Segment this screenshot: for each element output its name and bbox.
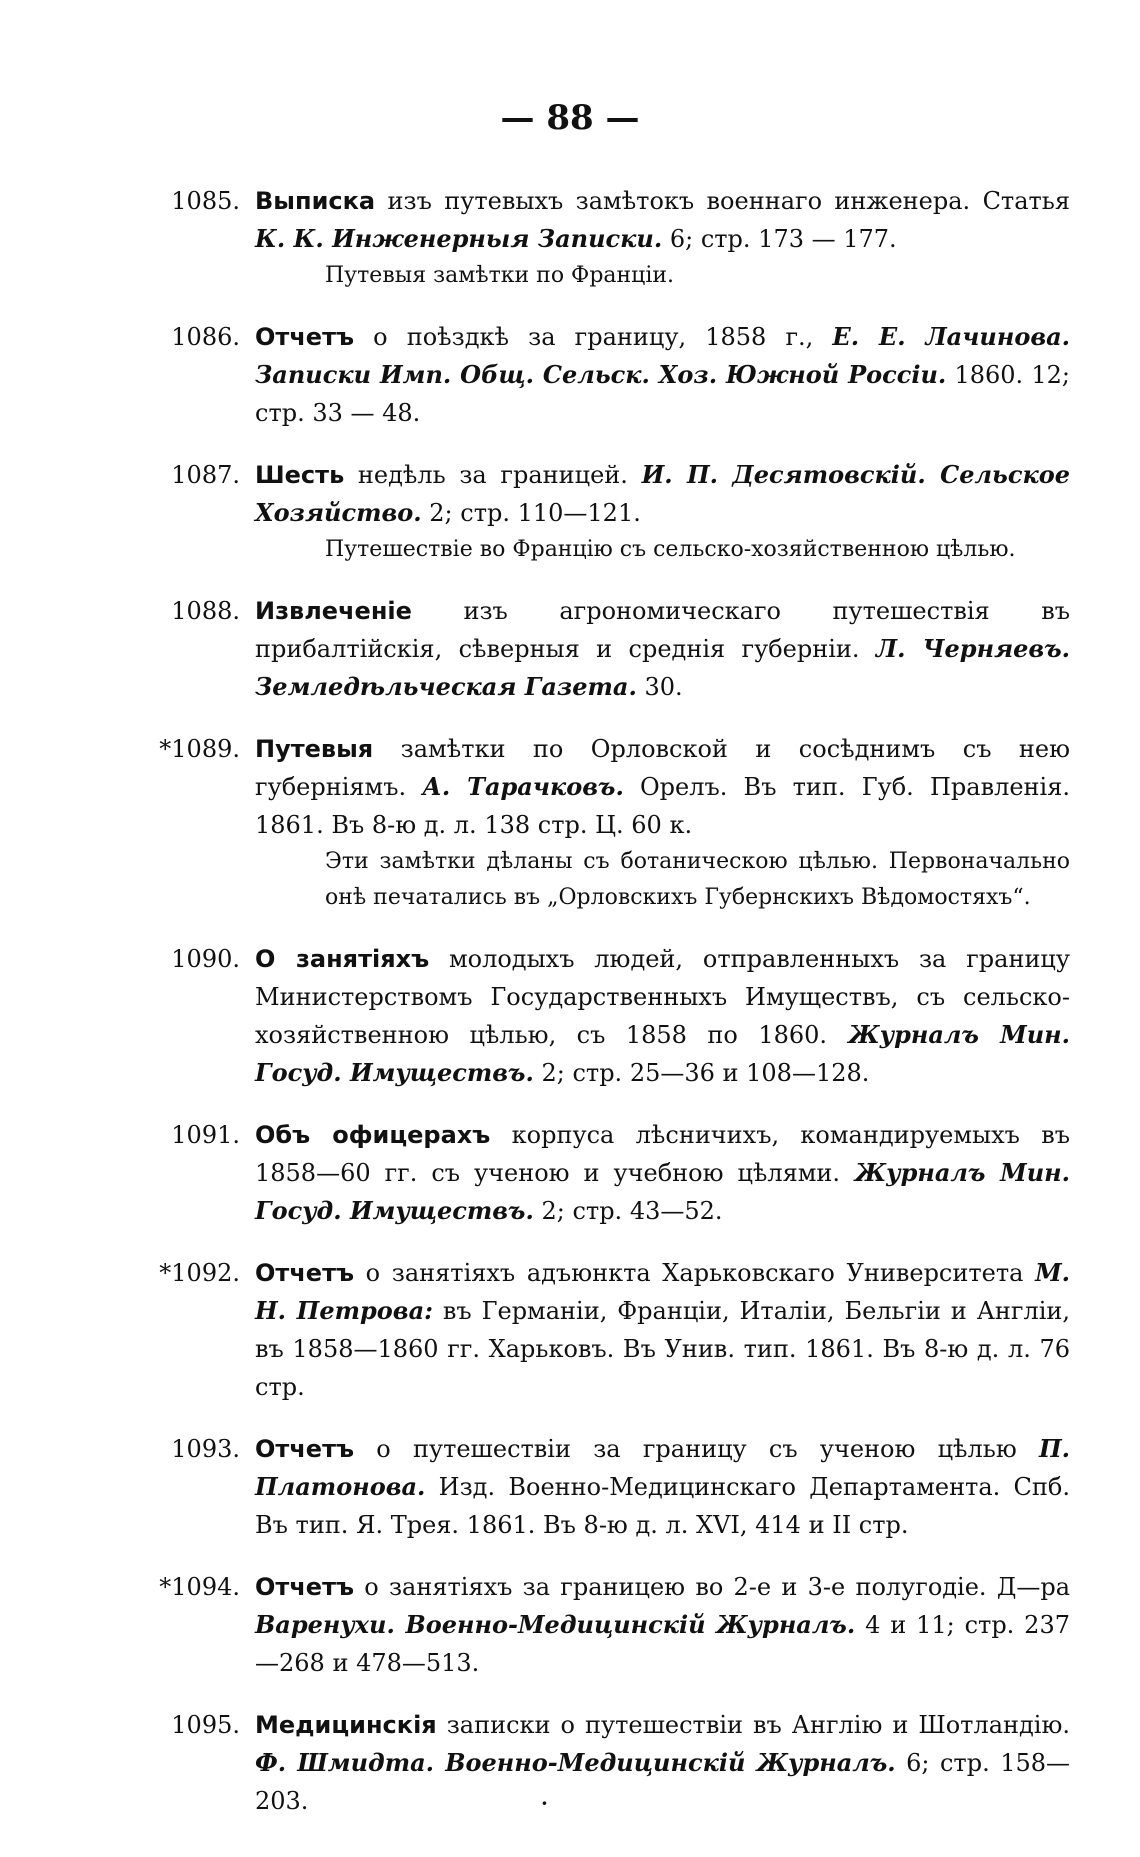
entry-author: К. К. [255,224,324,253]
entry-citation: Орелъ. Въ тип. Губ. Правленія. 1861. Въ 8-ю д. л. 138 стр. Ц. 60 к. [255,773,1070,839]
entry-1085 [155,182,1070,294]
entry-text [255,1430,1070,1544]
entry-citation: 4 и 11; стр. 237—268 и 478—513. [255,1611,1070,1677]
entry-heading: Объ офицерахъ [255,1121,491,1149]
entry-source: Военно-Медицинскій Журналъ. [434,1748,896,1777]
entry-author: И. П. Десятовскій. [641,460,926,489]
entry-number: 1090. [171,945,240,973]
entry-1093 [155,1430,1070,1544]
entry-note: Путешествіе во Францію съ сельско-хозяйственною цѣлью. [325,537,1016,562]
entry-note: Путевыя замѣтки по Франціи. [325,263,675,288]
printer-dot-mark: · [540,1787,549,1820]
entry-text [255,182,1070,258]
entry-number: *1089. [159,735,240,763]
entry-number: 1086. [171,323,240,351]
entry-text [255,456,1070,532]
entry-1088 [155,592,1070,706]
entry-citation: 2; стр. 110—121. [421,499,641,527]
entry-source: Сельское Хозяйство. [255,460,1070,527]
entry-description: записки о путешествіи въ Англію и Шотландію. [436,1711,1070,1739]
entry-text [255,318,1070,432]
entry-description: о занятіяхъ адъюнкта Харьковскаго Университета [354,1259,1036,1287]
entry-heading: Отчетъ [255,1573,355,1601]
entry-source: Земледѣльческая Газета. [255,672,637,701]
entry-author: Л. Черняевъ. [875,634,1071,663]
entry-heading: Шесть [255,461,345,489]
entry-number: *1094. [159,1573,240,1601]
entry-citation: въ Германіи, Франціи, Италіи, Бельгіи и Англіи, въ 1858—1860 гг. Харьковъ. Въ Унив. тип. 1861. Въ 8-ю д. л. 76 стр. [255,1297,1070,1401]
entry-text [255,1568,1070,1682]
entry-text [255,730,1070,844]
entry-source: Записки Имп. Общ. Сельск. Хоз. Южной Россіи. [255,360,947,389]
entry-text [255,940,1070,1092]
entry-source: Инженерныя Записки. [323,224,663,253]
page-number: — 88 — [500,98,640,138]
entry-number: 1091. [171,1121,240,1149]
entry-citation: 2; стр. 43—52. [533,1197,723,1225]
entry-number: *1092. [159,1259,240,1287]
entry-citation: Изд. Военно-Медицинскаго Департамента. Спб. Въ тип. Я. Трея. 1861. Въ 8-ю д. л. XVI, 414 и II стр. [255,1473,1070,1539]
entry-1095 [155,1706,1070,1820]
entry-citation: 1860. 12; стр. 33 — 48. [255,361,1070,427]
entry-description: о поѣздкѣ за границу, 1858 г., [354,323,833,351]
entry-citation: 2; стр. 25—36 и 108—128. [533,1059,870,1087]
entry-author: М. Н. Петрова: [255,1258,1070,1325]
entry-heading: Отчетъ [255,1259,355,1287]
entry-1086 [155,318,1070,432]
entry-description: замѣтки по Орловской и сосѣднимъ съ нею губерніямъ. [255,735,1070,801]
entry-heading: Отчетъ [255,1435,355,1463]
entry-description: молодыхъ людей, отправленныхъ за границу Министерствомъ Государственныхъ Имуществъ, съ сельско-хозяйственною цѣлью, съ 1858 по 1860. [255,945,1070,1049]
entry-note: Эти замѣтки дѣланы съ ботаническою цѣлью. Первоначально онѣ печатались въ „Орловскихъ Губернскихъ Вѣдомостяхъ“. [325,849,1070,910]
entry-1091 [155,1116,1070,1230]
entry-description: изъ агрономическаго путешествія въ прибалтійскія, сѣверныя и среднія губерніи. [255,597,1070,663]
entry-citation: 6; стр. 173 — 177. [662,225,897,253]
entry-citation: 6; стр. 158—203. [255,1749,1070,1815]
entry-heading: Отчетъ [255,323,355,351]
entry-author: Е. Е. Лачинова. [832,322,1070,351]
entry-text [255,1706,1070,1820]
entry-description: о занятіяхъ за границею во 2-е и 3-е полугодіе. Д—ра [354,1573,1070,1601]
entry-1089 [155,730,1070,916]
entry-1092 [155,1254,1070,1406]
entry-author: А. Тарачковъ. [422,772,624,801]
entry-description: изъ путевыхъ замѣтокъ военнаго инженера. Статья [375,187,1070,215]
entry-text [255,1254,1070,1406]
entry-text [255,592,1070,706]
entry-1090 [155,940,1070,1092]
entry-description: о путешествіи за границу съ ученою цѣлью [354,1435,1039,1463]
entry-number: 1087. [171,461,240,489]
entry-number: 1085. [171,187,240,215]
entry-heading: Извлеченіе [255,597,412,625]
entry-source: Журналъ Мин. Госуд. Имуществъ. [255,1158,1070,1225]
bibliography-list [155,182,1070,1844]
entry-citation: 30. [636,673,683,701]
entry-number: 1088. [171,597,240,625]
entry-author: Ф. Шмидта. [255,1748,435,1777]
entry-heading: Медицинскія [255,1711,437,1739]
entry-heading: Путевыя [255,735,374,763]
entry-author: П. Платонова. [255,1434,1070,1501]
entry-1094 [155,1568,1070,1682]
entry-source: Военно-Медицинскій Журналъ. [394,1610,856,1639]
entry-heading: О занятіяхъ [255,945,430,973]
entry-description: недѣль за границей. [344,461,642,489]
entry-number: 1095. [171,1711,240,1739]
entry-1087 [155,456,1070,568]
entry-author: Варенухи. [255,1610,395,1639]
entry-number: 1093. [171,1435,240,1463]
entry-text [255,1116,1070,1230]
entry-heading: Выписка [255,187,376,215]
entry-description: корпуса лѣсничихъ, командируемыхъ въ 1858—60 гг. съ ученою и учебною цѣлями. [255,1121,1070,1187]
entry-source: Журналъ Мин. Госуд. Имуществъ. [255,1020,1071,1087]
